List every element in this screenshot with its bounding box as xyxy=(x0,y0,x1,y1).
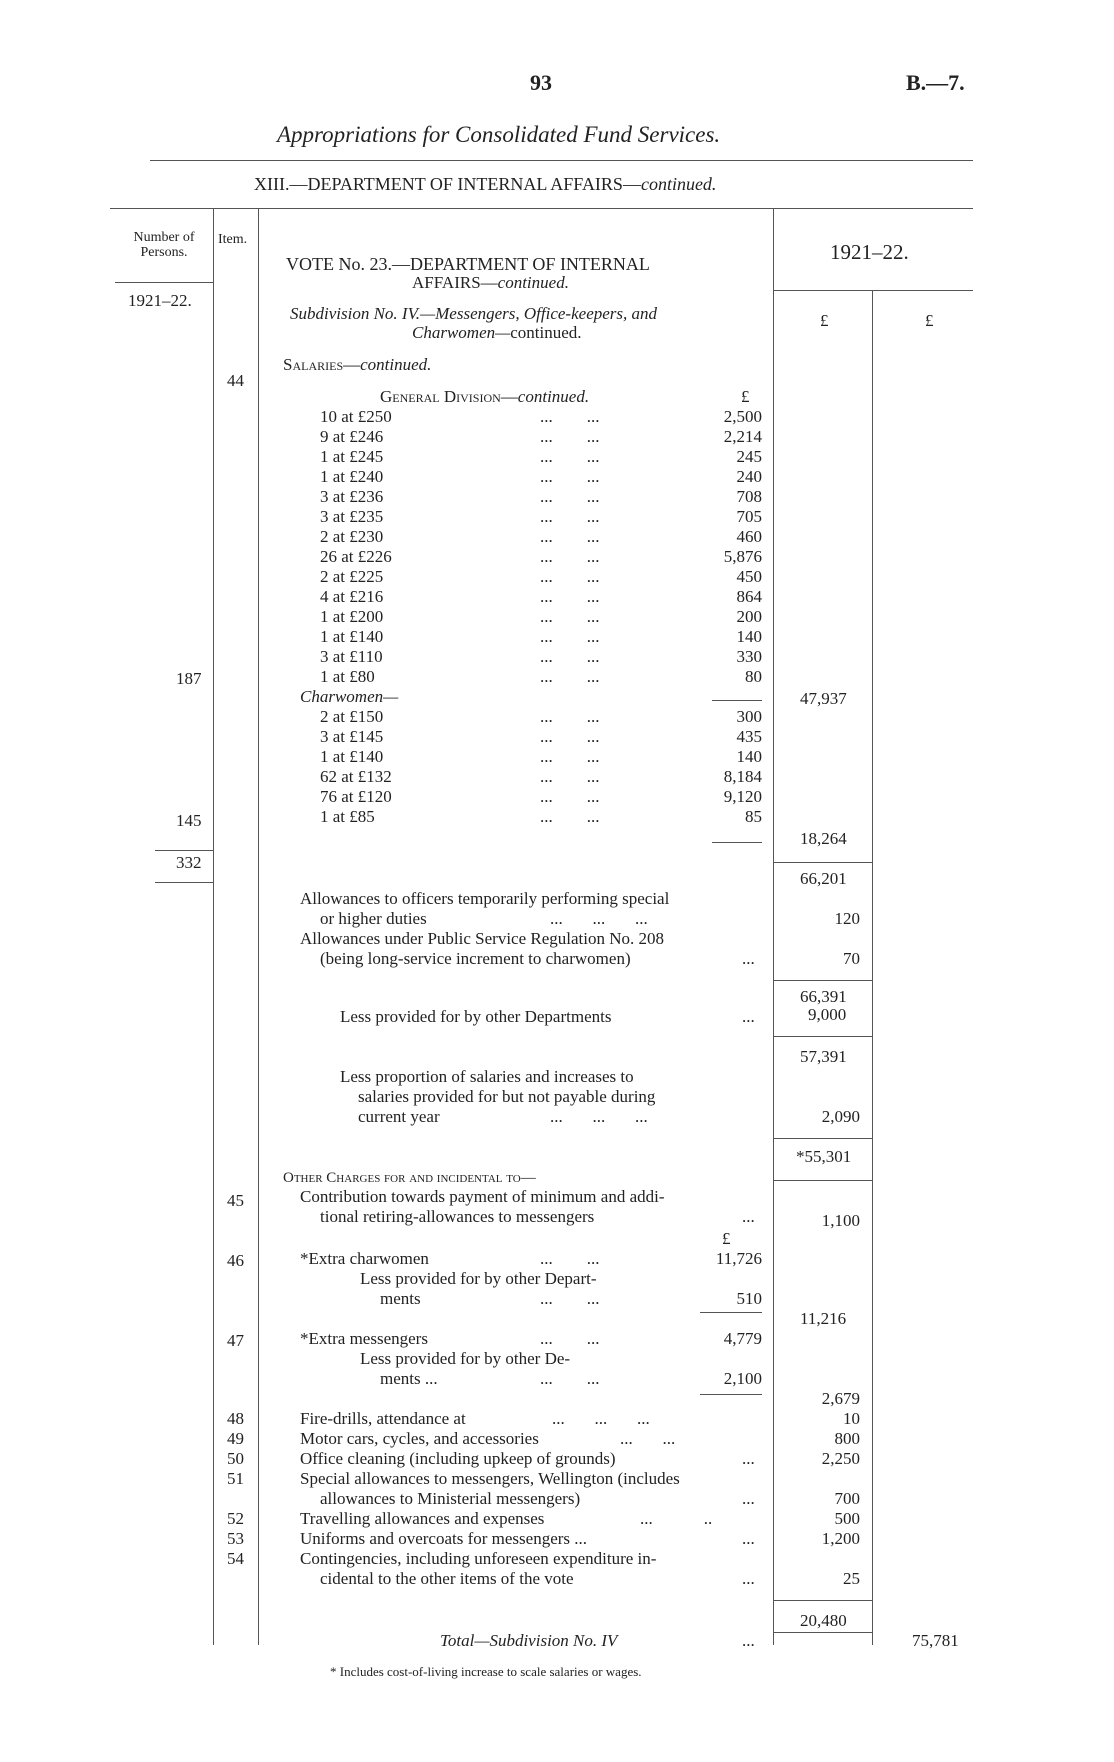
item-52-label: Travelling allowances and expenses xyxy=(300,1509,545,1528)
item-46-net: 11,216 xyxy=(800,1309,847,1328)
document-reference: B.—7. xyxy=(906,70,965,95)
allowance-1-line1: Allowances to officers temporarily performing special xyxy=(300,889,670,908)
item-number: 49 xyxy=(227,1429,244,1448)
salaries-cont: continued. xyxy=(360,355,432,374)
item-47-net: 2,679 xyxy=(821,1389,860,1408)
persons-header-rule xyxy=(115,282,213,283)
item-45-amount: 1,100 xyxy=(821,1211,860,1230)
item-53-number: 53 xyxy=(227,1529,244,1548)
general-total: 47,937 xyxy=(800,689,847,708)
leader-dots: ... .. xyxy=(640,1509,713,1528)
general-row-label: 3 at £235 xyxy=(320,507,384,526)
section-continued: continued. xyxy=(640,174,717,194)
leader-dots: ... ... xyxy=(540,727,600,746)
item-label: Fire-drills, attendance at xyxy=(300,1409,466,1428)
item-45-line2: tional retiring-allowances to messengers xyxy=(320,1207,595,1226)
leader-dots: ... ... xyxy=(540,707,600,726)
item-45-number: 45 xyxy=(227,1191,244,1210)
table-top-rule xyxy=(110,208,973,209)
item-47-label: *Extra messengers xyxy=(300,1329,428,1348)
general-row-amount: 240 xyxy=(736,467,762,486)
less-proportion-line3: current year xyxy=(358,1107,440,1126)
leader-dots: ... ... xyxy=(540,427,600,446)
number-of-persons-header: Number of Persons. xyxy=(133,230,195,260)
leader-dots: ... ... xyxy=(540,1249,600,1268)
leader-dots: ... xyxy=(742,949,755,968)
less-other-departments: Less provided for by other Departments xyxy=(340,1007,612,1026)
leader-dots: ... ... xyxy=(540,507,600,526)
general-cont: continued. xyxy=(517,387,590,406)
charwomen-row-amount: 140 xyxy=(736,747,762,766)
general-row-amount: 330 xyxy=(736,647,762,666)
item-52-amount: 500 xyxy=(834,1509,860,1528)
charwomen-subtotal-rule xyxy=(712,842,762,843)
general-main: General Division— xyxy=(380,387,518,406)
item-45-line1: Contribution towards payment of minimum and addi- xyxy=(300,1187,665,1206)
other-charges-rule xyxy=(773,1180,872,1181)
item-46-net-rule xyxy=(700,1312,762,1313)
section-main: XIII.—DEPARTMENT OF INTERNAL AFFAIRS— xyxy=(254,174,641,194)
leader-dots: ... ... xyxy=(540,607,600,626)
charwomen-row-label: 1 at £140 xyxy=(320,747,384,766)
salaries-main: Salaries— xyxy=(283,355,361,374)
general-row-label: 3 at £236 xyxy=(320,487,384,506)
leader-dots: ... ... xyxy=(540,407,600,426)
item-amount: 10 xyxy=(843,1409,860,1428)
leader-dots: ... ... xyxy=(540,467,600,486)
item-47-less-line2: ments ... xyxy=(380,1369,438,1388)
item-amount: 2,250 xyxy=(821,1449,860,1468)
less-proportion-line1: Less proportion of salaries and increases to xyxy=(340,1067,634,1086)
other-charges-heading: Other Charges for and incidental to— xyxy=(283,1170,536,1186)
item-54-line1: Contingencies, including unforeseen expenditure in- xyxy=(300,1549,657,1568)
item-54-amount: 25 xyxy=(843,1569,860,1588)
salaries-heading xyxy=(283,356,431,374)
item-46-less-line1: Less provided for by other Depart- xyxy=(360,1269,597,1288)
item-53-label: Uniforms and overcoats for messengers ... xyxy=(300,1529,588,1548)
grand-total-rule xyxy=(773,1632,872,1633)
charwomen-row-label: 62 at £132 xyxy=(320,767,392,786)
leader-dots: ... ... xyxy=(540,1369,600,1388)
persons-bottom-rule xyxy=(155,882,213,883)
charwomen-row-label: 3 at £145 xyxy=(320,727,384,746)
leader-dots: ... ... xyxy=(540,627,600,646)
leader-dots: ... ... xyxy=(540,547,600,566)
leader-dots: ... ... xyxy=(620,1429,676,1448)
leader-dots: ... ... xyxy=(540,527,600,546)
item-54-number: 54 xyxy=(227,1549,244,1568)
charwomen-row-label: 76 at £120 xyxy=(320,787,392,806)
leader-dots: ... ... xyxy=(540,587,600,606)
amount-middle-rule xyxy=(872,290,873,1645)
item-amount: 800 xyxy=(834,1429,860,1448)
subtotal-after-less: 57,391 xyxy=(800,1047,847,1066)
leader-dots: ... ... xyxy=(540,807,600,826)
general-division-heading xyxy=(380,388,589,406)
charwomen-row-amount: 85 xyxy=(745,807,762,826)
item-label: Motor cars, cycles, and accessories xyxy=(300,1429,539,1448)
other-total-rule xyxy=(773,1600,872,1601)
persons-sum-rule xyxy=(155,850,213,851)
subdivision-line2-main: Charwomen— xyxy=(412,323,511,342)
pound-symbol-left: £ xyxy=(820,311,829,330)
general-row-amount: 2,214 xyxy=(723,427,762,446)
salaries-net-rule xyxy=(773,1138,872,1139)
item-46-pound: £ xyxy=(722,1229,731,1248)
general-row-amount: 450 xyxy=(736,567,762,586)
charwomen-row-amount: 9,120 xyxy=(723,787,762,806)
charwomen-row-amount: 8,184 xyxy=(723,767,762,786)
item-46-less: 510 xyxy=(736,1289,762,1308)
leader-dots: ... ... ... xyxy=(552,1409,650,1428)
item-46-number: 46 xyxy=(227,1251,244,1270)
general-row-amount: 2,500 xyxy=(723,407,762,426)
header-rule xyxy=(150,160,973,161)
item-53-amount: 1,200 xyxy=(821,1529,860,1548)
footnote: * Includes cost-of-living increase to scale salaries or wages. xyxy=(330,1664,642,1679)
persons-year: 1921–22. xyxy=(128,291,192,310)
allowance-1-amount: 120 xyxy=(834,909,860,928)
item-47-less: 2,100 xyxy=(723,1369,762,1388)
leader-dots: ... ... xyxy=(540,1289,600,1308)
general-row-amount: 460 xyxy=(736,527,762,546)
allowance-2-amount: 70 xyxy=(843,949,860,968)
general-row-label: 2 at £230 xyxy=(320,527,384,546)
item-number: 50 xyxy=(227,1449,244,1468)
salaries-sum-rule xyxy=(773,862,872,863)
item-47-number: 47 xyxy=(227,1331,244,1350)
leader-dots: ... xyxy=(742,1489,755,1508)
general-row-label: 1 at £140 xyxy=(320,627,384,646)
general-row-label: 26 at £226 xyxy=(320,547,392,566)
general-row-label: 1 at £80 xyxy=(320,667,375,686)
subtotal-salaries: 66,201 xyxy=(800,869,847,888)
item-47-net-rule xyxy=(700,1394,762,1395)
vote-heading-line1: VOTE No. 23.—DEPARTMENT OF INTERNAL xyxy=(286,254,650,274)
subdivision-line2 xyxy=(412,324,582,342)
subdivision-total-amount: 75,781 xyxy=(912,1631,959,1650)
general-row-label: 10 at £250 xyxy=(320,407,392,426)
less-other-departments-amount: 9,000 xyxy=(808,1005,847,1024)
general-row-amount: 200 xyxy=(736,607,762,626)
page-number: 93 xyxy=(530,70,552,95)
subdivision-total-label: Total—Subdivision No. IV xyxy=(440,1631,618,1650)
leader-dots: ... ... xyxy=(540,787,600,806)
leader-dots: ... ... xyxy=(540,487,600,506)
leader-dots: ... ... ... xyxy=(550,1107,648,1126)
vote-heading-line2 xyxy=(412,274,569,292)
general-row-amount: 5,876 xyxy=(723,547,762,566)
leader-dots: ... ... xyxy=(540,1329,600,1348)
leader-dots: ... xyxy=(742,1007,755,1026)
general-subtotal-rule xyxy=(712,700,762,701)
item-number: 48 xyxy=(227,1409,244,1428)
leader-dots: ... ... xyxy=(540,447,600,466)
general-row-label: 1 at £240 xyxy=(320,467,384,486)
allowance-sum-rule xyxy=(773,980,872,981)
item-51-line2: allowances to Ministerial messengers) xyxy=(320,1489,581,1508)
year-header-rule xyxy=(773,290,973,291)
subdivision-line2-cont: continued. xyxy=(510,323,582,342)
item-left-rule xyxy=(213,208,214,1645)
item-54-line2: cidental to the other items of the vote xyxy=(320,1569,574,1588)
section-heading xyxy=(254,174,716,195)
item-header: Item. xyxy=(218,232,248,247)
leader-dots: ... ... xyxy=(540,767,600,786)
leader-dots: ... xyxy=(742,1569,755,1588)
general-row-amount: 245 xyxy=(736,447,762,466)
persons-general: 187 xyxy=(176,669,202,688)
other-charges-total: 20,480 xyxy=(800,1611,847,1630)
item-44-number: 44 xyxy=(227,371,244,390)
item-46-less-line2: ments xyxy=(380,1289,421,1308)
less-proportion-amount: 2,090 xyxy=(821,1107,860,1126)
leader-dots: ... xyxy=(742,1529,755,1548)
vote-line2-main: AFFAIRS— xyxy=(412,273,498,292)
salaries-net-total: *55,301 xyxy=(796,1147,852,1166)
general-row-label: 3 at £110 xyxy=(320,647,383,666)
general-row-label: 1 at £200 xyxy=(320,607,384,626)
general-row-label: 2 at £225 xyxy=(320,567,384,586)
leader-dots: ... ... xyxy=(540,647,600,666)
persons-total: 332 xyxy=(176,853,202,872)
charwomen-row-label: 2 at £150 xyxy=(320,707,384,726)
leader-dots: ... ... xyxy=(540,567,600,586)
general-row-amount: 864 xyxy=(736,587,762,606)
subtotal-after-allowances: 66,391 xyxy=(800,987,847,1006)
charwomen-row-label: 1 at £85 xyxy=(320,807,375,826)
allowance-2-line1: Allowances under Public Service Regulation No. 208 xyxy=(300,929,665,948)
persons-charwomen: 145 xyxy=(176,811,202,830)
less-sum-rule xyxy=(773,1036,872,1037)
general-pound: £ xyxy=(741,387,750,406)
leader-dots: ... ... xyxy=(540,667,600,686)
less-proportion-line2: salaries provided for but not payable during xyxy=(358,1087,656,1106)
allowance-1-line2: or higher duties xyxy=(320,909,427,928)
leader-dots: ... xyxy=(742,1631,755,1650)
charwomen-total: 18,264 xyxy=(800,829,847,848)
allowance-2-line2: (being long-service increment to charwomen) xyxy=(320,949,631,968)
amount-left-rule xyxy=(773,208,774,1645)
general-row-label: 4 at £216 xyxy=(320,587,384,606)
item-46-label: *Extra charwomen xyxy=(300,1249,429,1268)
charwomen-row-amount: 300 xyxy=(736,707,762,726)
item-51-line1: Special allowances to messengers, Wellington (includes xyxy=(300,1469,680,1488)
page-title: Appropriations for Consolidated Fund Services. xyxy=(277,122,721,147)
leader-dots: ... ... xyxy=(540,747,600,766)
leader-dots: ... ... ... xyxy=(550,909,648,928)
item-47-gross: 4,779 xyxy=(723,1329,762,1348)
leader-dots: ... xyxy=(742,1207,755,1226)
item-47-less-line1: Less provided for by other De- xyxy=(360,1349,571,1368)
general-row-amount: 140 xyxy=(736,627,762,646)
general-row-amount: 708 xyxy=(736,487,762,506)
item-right-rule xyxy=(258,208,259,1645)
general-row-amount: 80 xyxy=(745,667,762,686)
general-row-amount: 705 xyxy=(736,507,762,526)
leader-dots: ... xyxy=(742,1449,755,1468)
general-row-label: 1 at £245 xyxy=(320,447,384,466)
vote-line2-cont: continued. xyxy=(497,273,569,292)
item-52-number: 52 xyxy=(227,1509,244,1528)
item-51-number: 51 xyxy=(227,1469,244,1488)
pound-symbol-right: £ xyxy=(925,311,934,330)
year-header: 1921–22. xyxy=(830,240,909,264)
general-row-label: 9 at £246 xyxy=(320,427,384,446)
charwomen-row-amount: 435 xyxy=(736,727,762,746)
item-46-gross: 11,726 xyxy=(715,1249,762,1268)
charwomen-heading: Charwomen— xyxy=(300,687,399,706)
subdivision-line1: Subdivision No. IV.—Messengers, Office-keepers, and xyxy=(290,304,658,323)
item-label: Office cleaning (including upkeep of grounds) xyxy=(300,1449,616,1468)
item-51-amount: 700 xyxy=(834,1489,860,1508)
